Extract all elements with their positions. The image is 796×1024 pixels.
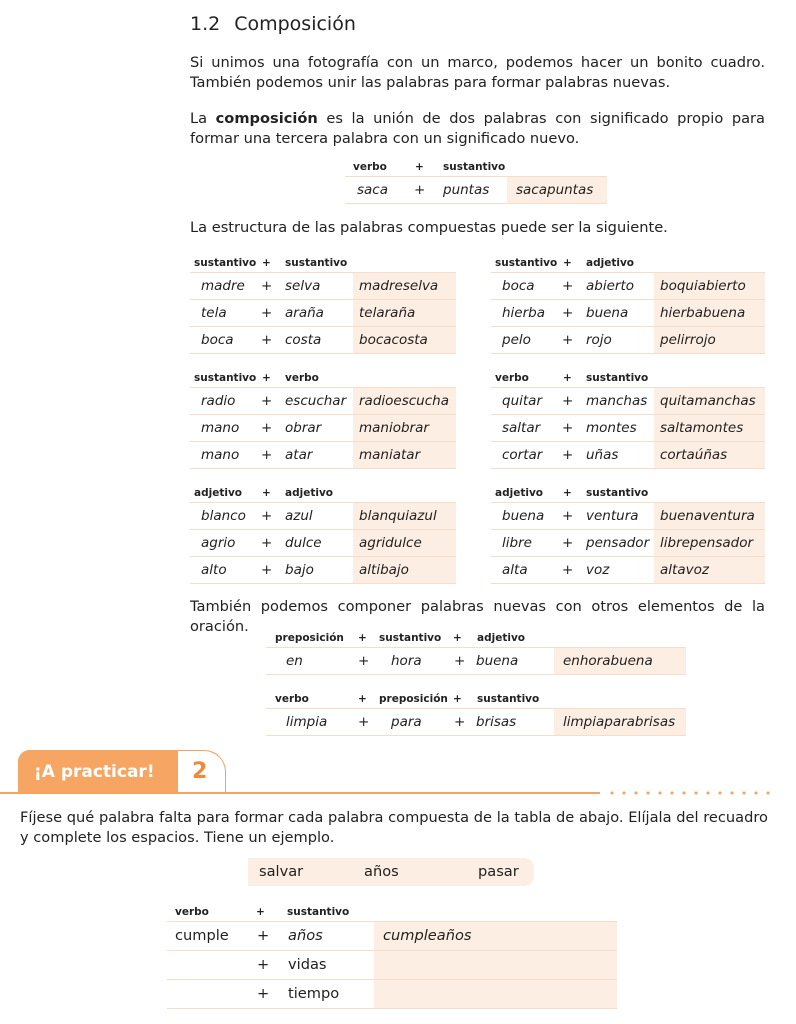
table-cell-word2: bajo [285, 562, 314, 578]
word-bank-item: años [364, 863, 399, 880]
word-bank-item: pasar [478, 863, 519, 880]
table-cell-plus: + [261, 278, 273, 294]
practice-table-header [167, 904, 617, 921]
table-cell-compound: quitamanchas [654, 388, 765, 414]
definition-pre: La [190, 110, 216, 127]
table-cell-word2: dulce [285, 535, 322, 551]
table-cell-compound: agridulce [353, 530, 456, 556]
table-cell-word2: araña [285, 305, 324, 321]
practice-banner-number: 2 [192, 759, 208, 784]
table-cell-compound: pelirrojo [654, 327, 765, 353]
table-cell-word1: pelo [502, 332, 531, 348]
three-part-table-1 [266, 629, 686, 675]
table-header-plus: + [262, 487, 271, 499]
example-header [345, 158, 607, 176]
three-part-row [266, 708, 686, 736]
table-cell-word1: alto [201, 562, 227, 578]
table-cell-compound: saltamontes [654, 415, 765, 441]
table-header-plus: + [563, 487, 572, 499]
table-cell-plus: + [562, 420, 574, 436]
practice-cell-noun: años [288, 927, 323, 944]
table-header-col1: sustantivo [194, 257, 257, 269]
example-cell: puntas [443, 182, 490, 198]
practice-cell-noun: tiempo [288, 985, 340, 1002]
table-header-col1: sustantivo [194, 372, 257, 384]
table-header-plus: + [563, 257, 572, 269]
practice-dotted-divider [606, 791, 776, 795]
table-cell-compound: boquiabierto [654, 273, 765, 299]
table-cell-plus: + [562, 305, 574, 321]
table-cell-compound: madreselva [353, 273, 456, 299]
table-header [491, 369, 765, 387]
table-row [491, 502, 765, 530]
table-header [190, 484, 456, 502]
table-cell-word1: madre [201, 278, 245, 294]
table-header-plus: + [262, 372, 271, 384]
table-cell-compound: radioescucha [353, 388, 456, 414]
practice-divider [0, 792, 600, 794]
table-cell-word2: ventura [586, 508, 639, 524]
practice-instructions: Fíjese qué palabra falta para formar cada palabra compuesta de la tabla de abajo. Elíjala del recuadro y complete los espacios. Tiene un ejemplo. [20, 809, 768, 846]
table-cell-word2: rojo [586, 332, 612, 348]
table-cell-plus: + [261, 420, 273, 436]
practice-table [167, 904, 617, 1009]
table-header-col2: sustantivo [586, 487, 649, 499]
example-header-plus: + [415, 161, 424, 173]
table-cell-word1: libre [502, 535, 532, 551]
practice-header-col1: verbo [175, 906, 209, 918]
table-cell-word1: tela [201, 305, 227, 321]
three-part-header-cell: + [453, 693, 462, 705]
table-header [491, 484, 765, 502]
table-header-col1: verbo [495, 372, 529, 384]
table-cell-plus: + [261, 508, 273, 524]
table-cell-plus: + [261, 447, 273, 463]
example-header-col1: verbo [353, 161, 387, 173]
table-cell-word1: quitar [502, 393, 542, 409]
three-part-cell: buena [476, 653, 519, 669]
table-header-col2: sustantivo [586, 372, 649, 384]
table-cell-word1: cortar [502, 447, 543, 463]
table-row [491, 300, 765, 327]
compound-table-5 [190, 484, 456, 584]
table-cell-word2: pensador [586, 535, 650, 551]
table-cell-plus: + [261, 393, 273, 409]
table-cell-compound: altavoz [654, 557, 765, 583]
other-elements-paragraph: También podemos componer palabras nuevas con otros elementos de la oración. [190, 598, 765, 635]
table-cell-word1: agrio [201, 535, 236, 551]
table-cell-plus: + [261, 332, 273, 348]
table-cell-plus: + [562, 278, 574, 294]
example-cell: + [414, 182, 426, 198]
three-part-header-cell: verbo [275, 693, 309, 705]
table-header-col2: verbo [285, 372, 319, 384]
table-cell-word2: selva [285, 278, 321, 294]
table-cell-plus: + [261, 535, 273, 551]
table-cell-compound: telaraña [353, 300, 456, 326]
word-bank [248, 858, 534, 886]
table-cell-word1: buena [502, 508, 545, 524]
example-result: sacapuntas [507, 177, 607, 203]
three-part-header-cell: preposición [275, 632, 344, 644]
practice-cell-plus: + [257, 956, 270, 973]
table-cell-word2: azul [285, 508, 313, 524]
example-header-col2: sustantivo [443, 161, 506, 173]
table-cell-word2: atar [285, 447, 313, 463]
table-cell-compound: bocacosta [353, 327, 456, 353]
table-cell-plus: + [562, 447, 574, 463]
table-row [190, 502, 456, 530]
three-part-header [266, 629, 686, 647]
table-header [491, 254, 765, 272]
table-cell-word2: escuchar [285, 393, 347, 409]
practice-banner-label: ¡A practicar! [18, 750, 178, 792]
practice-cell-plus: + [257, 927, 270, 944]
three-part-cell: en [286, 653, 303, 669]
table-cell-plus: + [562, 393, 574, 409]
three-part-header [266, 690, 686, 708]
three-part-compound: limpiaparabrisas [554, 709, 686, 735]
three-part-table-2 [266, 690, 686, 736]
compound-table-1 [190, 254, 456, 354]
compound-table-6 [491, 484, 765, 584]
section-title [190, 13, 356, 35]
table-row [491, 442, 765, 469]
table-cell-word1: radio [201, 393, 236, 409]
practice-cell-verb: cumple [175, 927, 229, 944]
practice-cell-answer[interactable] [374, 951, 617, 979]
table-cell-word2: costa [285, 332, 322, 348]
practice-row [167, 980, 617, 1009]
definition-paragraph [190, 109, 765, 149]
compound-table-2 [491, 254, 765, 354]
table-cell-word2: manchas [586, 393, 648, 409]
three-part-header-cell: adjetivo [477, 632, 525, 644]
table-cell-word2: abierto [586, 278, 635, 294]
table-row [491, 272, 765, 300]
table-cell-compound: buenaventura [654, 503, 765, 529]
table-row [491, 415, 765, 442]
table-cell-word1: hierba [502, 305, 546, 321]
table-cell-plus: + [562, 332, 574, 348]
table-row [491, 327, 765, 354]
three-part-cell: + [454, 714, 466, 730]
practice-cell-answer[interactable] [374, 980, 617, 1008]
table-cell-word1: boca [502, 278, 535, 294]
three-part-cell: + [358, 714, 370, 730]
example-table [345, 158, 607, 204]
table-header-col2: adjetivo [285, 487, 333, 499]
table-cell-word1: alta [502, 562, 528, 578]
three-part-header-cell: + [453, 632, 462, 644]
practice-cell-noun: vidas [288, 956, 327, 973]
structure-paragraph: La estructura de las palabras compuestas puede ser la siguiente. [190, 219, 668, 236]
practice-table-body [167, 921, 617, 1009]
table-header-col1: adjetivo [194, 487, 242, 499]
table-row [190, 557, 456, 584]
table-cell-compound: maniatar [353, 442, 456, 468]
table-cell-compound: blanquiazul [353, 503, 456, 529]
table-cell-plus: + [261, 562, 273, 578]
table-cell-compound: cortaúñas [654, 442, 765, 468]
three-part-cell: hora [391, 653, 422, 669]
definition-post: es la unión de dos palabras con significado propio para formar una tercera palabra con un significado nuevo. [190, 110, 765, 147]
three-part-cell: + [454, 653, 466, 669]
table-header-plus: + [262, 257, 271, 269]
table-header [190, 369, 456, 387]
practice-row [167, 922, 617, 951]
word-bank-item: salvar [259, 863, 304, 880]
three-part-header-cell: sustantivo [477, 693, 540, 705]
table-row [190, 415, 456, 442]
table-row [190, 442, 456, 469]
three-part-header-cell: + [358, 693, 367, 705]
table-row [190, 272, 456, 300]
three-part-compound: enhorabuena [554, 648, 686, 674]
three-part-cell: brisas [476, 714, 517, 730]
table-cell-word1: saltar [502, 420, 541, 436]
definition-term: composición [215, 110, 318, 127]
three-part-cell: limpia [286, 714, 328, 730]
table-cell-compound: hierbabuena [654, 300, 765, 326]
table-cell-compound: librepensador [654, 530, 765, 556]
table-cell-word1: blanco [201, 508, 246, 524]
three-part-header-cell: sustantivo [379, 632, 442, 644]
table-cell-compound: altibajo [353, 557, 456, 583]
table-cell-plus: + [261, 305, 273, 321]
table-cell-word1: boca [201, 332, 234, 348]
table-row [190, 300, 456, 327]
table-header-col1: adjetivo [495, 487, 543, 499]
table-header [190, 254, 456, 272]
three-part-row [266, 647, 686, 675]
table-row [491, 530, 765, 557]
table-cell-plus: + [562, 535, 574, 551]
three-part-header-cell: preposición [379, 693, 448, 705]
practice-header-col2: sustantivo [287, 906, 350, 918]
table-cell-word2: uñas [586, 447, 619, 463]
table-cell-word2: obrar [285, 420, 322, 436]
practice-cell-answer: cumpleaños [374, 922, 617, 950]
table-row [491, 557, 765, 584]
example-row [345, 176, 607, 204]
table-cell-word2: voz [586, 562, 610, 578]
compound-table-4 [491, 369, 765, 469]
table-header-plus: + [563, 372, 572, 384]
table-cell-compound: maniobrar [353, 415, 456, 441]
table-cell-plus: + [562, 508, 574, 524]
table-row [491, 387, 765, 415]
three-part-cell: + [358, 653, 370, 669]
table-row [190, 530, 456, 557]
table-header-col2: adjetivo [586, 257, 634, 269]
three-part-cell: para [391, 714, 422, 730]
section-heading: Composición [234, 13, 356, 35]
table-row [190, 387, 456, 415]
table-cell-word2: montes [586, 420, 637, 436]
table-row [190, 327, 456, 354]
table-header-col1: sustantivo [495, 257, 558, 269]
section-number: 1.2 [190, 13, 221, 35]
practice-row [167, 951, 617, 980]
compound-table-3 [190, 369, 456, 469]
table-cell-word1: mano [201, 420, 240, 436]
intro-paragraph: Si unimos una fotografía con un marco, podemos hacer un bonito cuadro. También podemos unir las palabras para formar palabras nuevas. [190, 54, 765, 91]
example-cell: saca [357, 182, 389, 198]
practice-cell-plus: + [257, 985, 270, 1002]
table-header-col2: sustantivo [285, 257, 348, 269]
practice-header-plus: + [256, 906, 265, 918]
three-part-header-cell: + [358, 632, 367, 644]
table-cell-word1: mano [201, 447, 240, 463]
table-cell-plus: + [562, 562, 574, 578]
table-cell-word2: buena [586, 305, 629, 321]
